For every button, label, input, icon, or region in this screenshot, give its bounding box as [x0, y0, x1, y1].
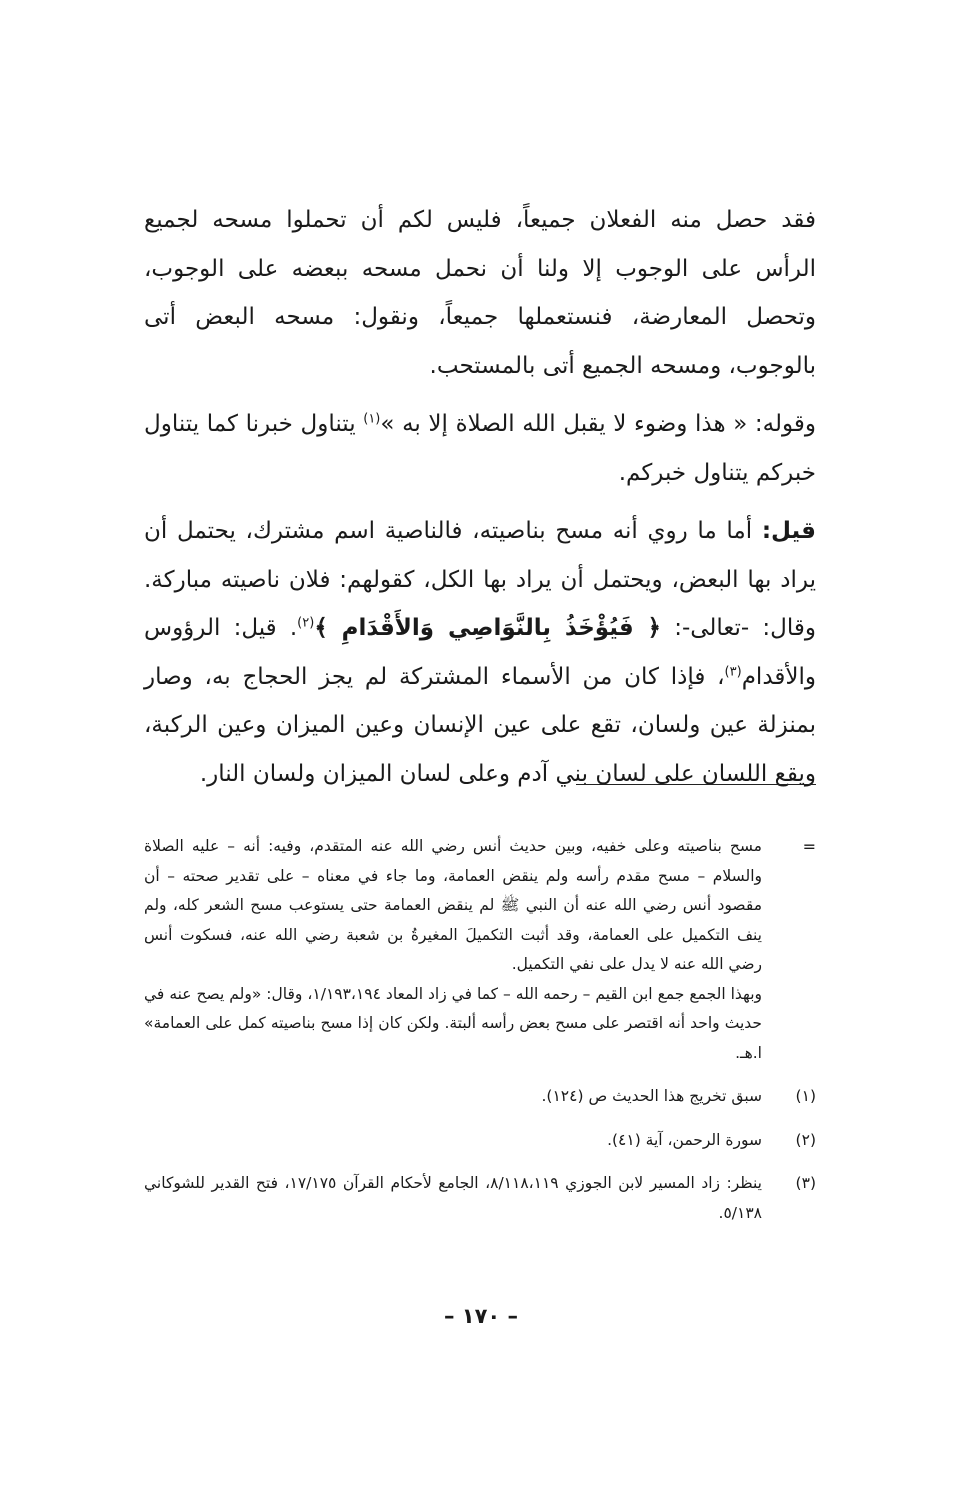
paragraph-3-lead: قيل: — [761, 518, 816, 544]
footnotes — [144, 832, 816, 1228]
footnote-text: ينظر: زاد المسير لابن الجوزي ٨/١١٨،١١٩، الجامع لأحكام القرآن ١٧/١٧٥، فتح القدير للشوكاني ٥/١٣٨. — [144, 1174, 762, 1222]
paragraph-1-text: فقد حصل منه الفعلان جميعاً، فليس لكم أن تحملوا مسحه لجميع الرأس على الوجوب إلا ولنا أن نحمل مسحه ببعضه على الوجوب، وتحصل المعارضة، فنستعملها جميعاً، ونقول: مسحه البعض أتى بالوجوب، ومسحه الجميع أتى بالمستحب. — [144, 207, 816, 379]
footnote-text: سبق تخريج هذا الحديث ص (١٢٤). — [541, 1087, 762, 1105]
footnote-ref-2[interactable]: (٢) — [297, 615, 315, 631]
footnote-continuation — [144, 832, 816, 1068]
main-text — [144, 196, 816, 808]
footnote-ref-3[interactable]: (٣) — [724, 663, 742, 679]
paragraph-2-text-a: وقوله: « هذا وضوء لا يقبل الله الصلاة إلا به » — [380, 411, 816, 437]
footnote-continuation-text-2: وبهذا الجمع جمع ابن القيم – رحمه الله – كما في زاد المعاد ١/١٩٣،١٩٤، وقال: «ولم يصح عنه في حديث واحد أنه اقتصر على مسح بعض رأسه ألبتة. ولكن كان إذا مسح بناصيته كمل على العمامة» ا.هـ. — [144, 984, 762, 1062]
footnote-number: (٣) — [795, 1174, 816, 1192]
footnote-3 — [144, 1169, 816, 1228]
paragraph-3-text-a: أما ما روي أنه مسح بناصيته، فالناصية اسم مشترك، يحتمل أن يراد بها البعض، ويحتمل أن يراد بها الكل، كقولهم: فلان ناصيته مباركة. وقال: -تعالى-: — [144, 518, 816, 641]
footnote-text: سورة الرحمن، آية (٤١). — [607, 1130, 762, 1149]
paragraph-3-text-b: . قيل: الرؤوس والأقدام — [144, 615, 816, 690]
paragraph-3 — [144, 507, 816, 798]
paragraph-3-text-c: ، فإذا كان من الأسماء المشتركة لم يجز الحجاج به، وصار بمنزلة عين ولسان، تقع على عين الإنسان وعين الميزان وعين الركبة، ويقع اللسان على لسان بني آدم وعلى لسان الميزان ولسان النار. — [144, 663, 816, 787]
paragraph-1 — [144, 196, 816, 390]
continuation-marker: = — [802, 837, 816, 856]
footnote-ref-1[interactable]: (١) — [363, 411, 381, 427]
footnote-2 — [144, 1126, 816, 1156]
footnote-continuation-text-1: مسح بناصيته وعلى خفيه، وبين حديث أنس رضي الله عنه المتقدم، وفيه: أنه – عليه الصلاة والسلام – مسح مقدم رأسه ولم ينقض العمامة، وما جاء في معناه – على تقدير صحته – أن مقصود أنس رضي الله عنه أن النبي ﷺ لم ينقض العمامة حتى يستوعب مسح الشعر كله، ولم ينف التكميل على العمامة، وقد أثبت التكميلَ المغيرةُ بن شعبة رضي الله عنه، فسكوت أنس رضي الله عنه لا يدل على نفي التكميل. — [144, 837, 762, 973]
footnote-1 — [144, 1082, 816, 1112]
paragraph-2-text-b: يتناول خبرنا كما يتناول خبركم يتناول خبركم. — [144, 411, 816, 486]
footnote-number: (٢) — [795, 1130, 816, 1149]
footnote-number: (١) — [795, 1087, 816, 1105]
page-number: – ١٧٠ – — [443, 1304, 519, 1328]
quran-verse: ﴿ فَيُؤْخَذُ بِالنَّوَاصِي وَالأَقْدَامِ ﴾ — [314, 615, 662, 641]
paragraph-2 — [144, 400, 816, 497]
footnote-divider — [576, 784, 816, 785]
